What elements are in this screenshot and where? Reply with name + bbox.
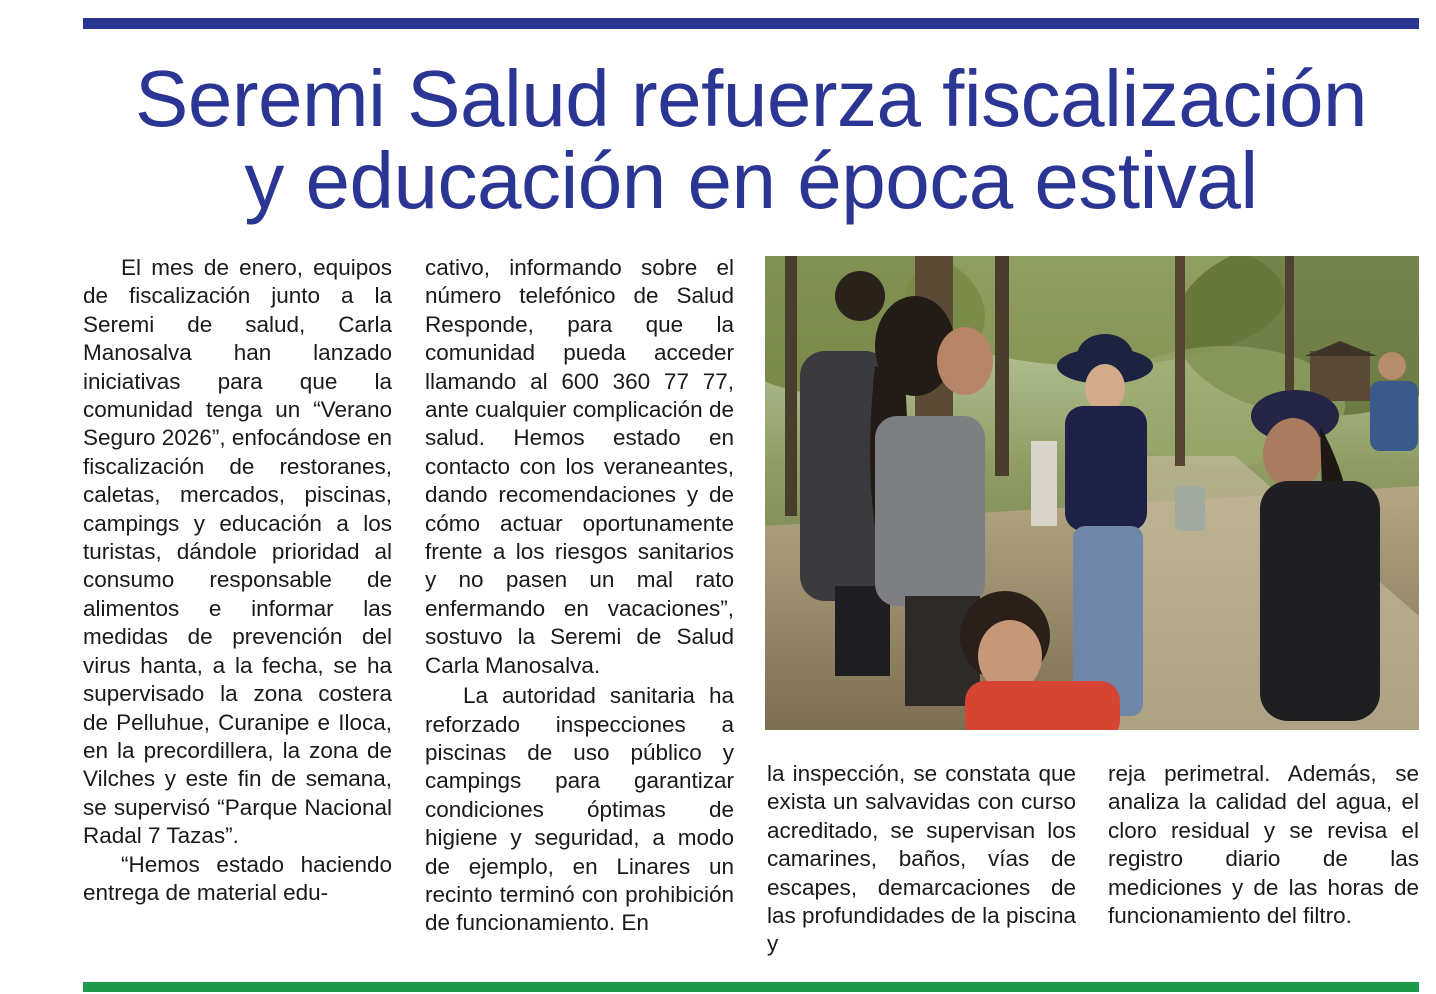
paragraph: reja perimetral. Además, se analiza la calidad del agua, el cloro residual y se revisa el registro diario de las mediciones y de las horas de funcionamiento del filtro. bbox=[1108, 761, 1419, 929]
headline-line-1: Seremi Salud refuerza fiscalización bbox=[135, 54, 1367, 143]
article-column-1 bbox=[83, 254, 392, 907]
paragraph: “Hemos estado haciendo entrega de material edu- bbox=[83, 851, 392, 905]
paragraph: la inspección, se constata que exista un salvavidas con curso acreditado, se supervisan los camarines, baños, vías de escapes, demarcaciones de las profundidades de la piscina y bbox=[767, 761, 1076, 957]
paragraph: La autoridad sanitaria ha reforzado inspecciones a piscinas de uso público y campings para garantizar condiciones óptimas de higiene y seguridad, a modo de ejemplo, en Linares un recinto terminó con prohibición de funcionamiento. En bbox=[425, 683, 734, 936]
top-rule bbox=[83, 18, 1419, 29]
article-column-3 bbox=[767, 760, 1076, 959]
headline-line-2: y educación en época estival bbox=[244, 136, 1258, 225]
paragraph: cativo, informando sobre el número telefónico de Salud Responde, para que la comunidad pueda acceder llamando al 600 360 77 77, ante cualquier complicación de salud. Hemos estado en contacto con los veraneantes, dando recomendaciones y de cómo actuar oportunamente frente a los riesgos sanitarios y no pasen un mal rato enfermando en vacaciones”, sostuvo la Seremi de Salud Carla Manosalva. bbox=[425, 255, 734, 678]
paragraph: El mes de enero, equipos de fiscalización junto a la Seremi de salud, Carla Manosalva han lanzado iniciativas para que la comunidad tenga un “Verano Seguro 2026”, enfocándose en fiscalización de restoranes, caletas, mercados, piscinas, campings y educación a los turistas, dándole prioridad al consumo responsable de alimentos e informar las medidas de prevención del virus hanta, a la fecha, se ha supervisado la zona costera de Pelluhue, Curanipe e Iloca, en la precordillera, la zona de Vilches y este fin de semana, se supervisó “Parque Nacional Radal 7 Tazas”. bbox=[83, 255, 392, 849]
headline bbox=[83, 54, 1419, 225]
forest-inspection-photo bbox=[765, 256, 1419, 730]
article-column-2 bbox=[425, 254, 734, 938]
article-photo bbox=[765, 256, 1419, 730]
bottom-rule bbox=[83, 982, 1419, 992]
article-column-4 bbox=[1108, 760, 1419, 930]
